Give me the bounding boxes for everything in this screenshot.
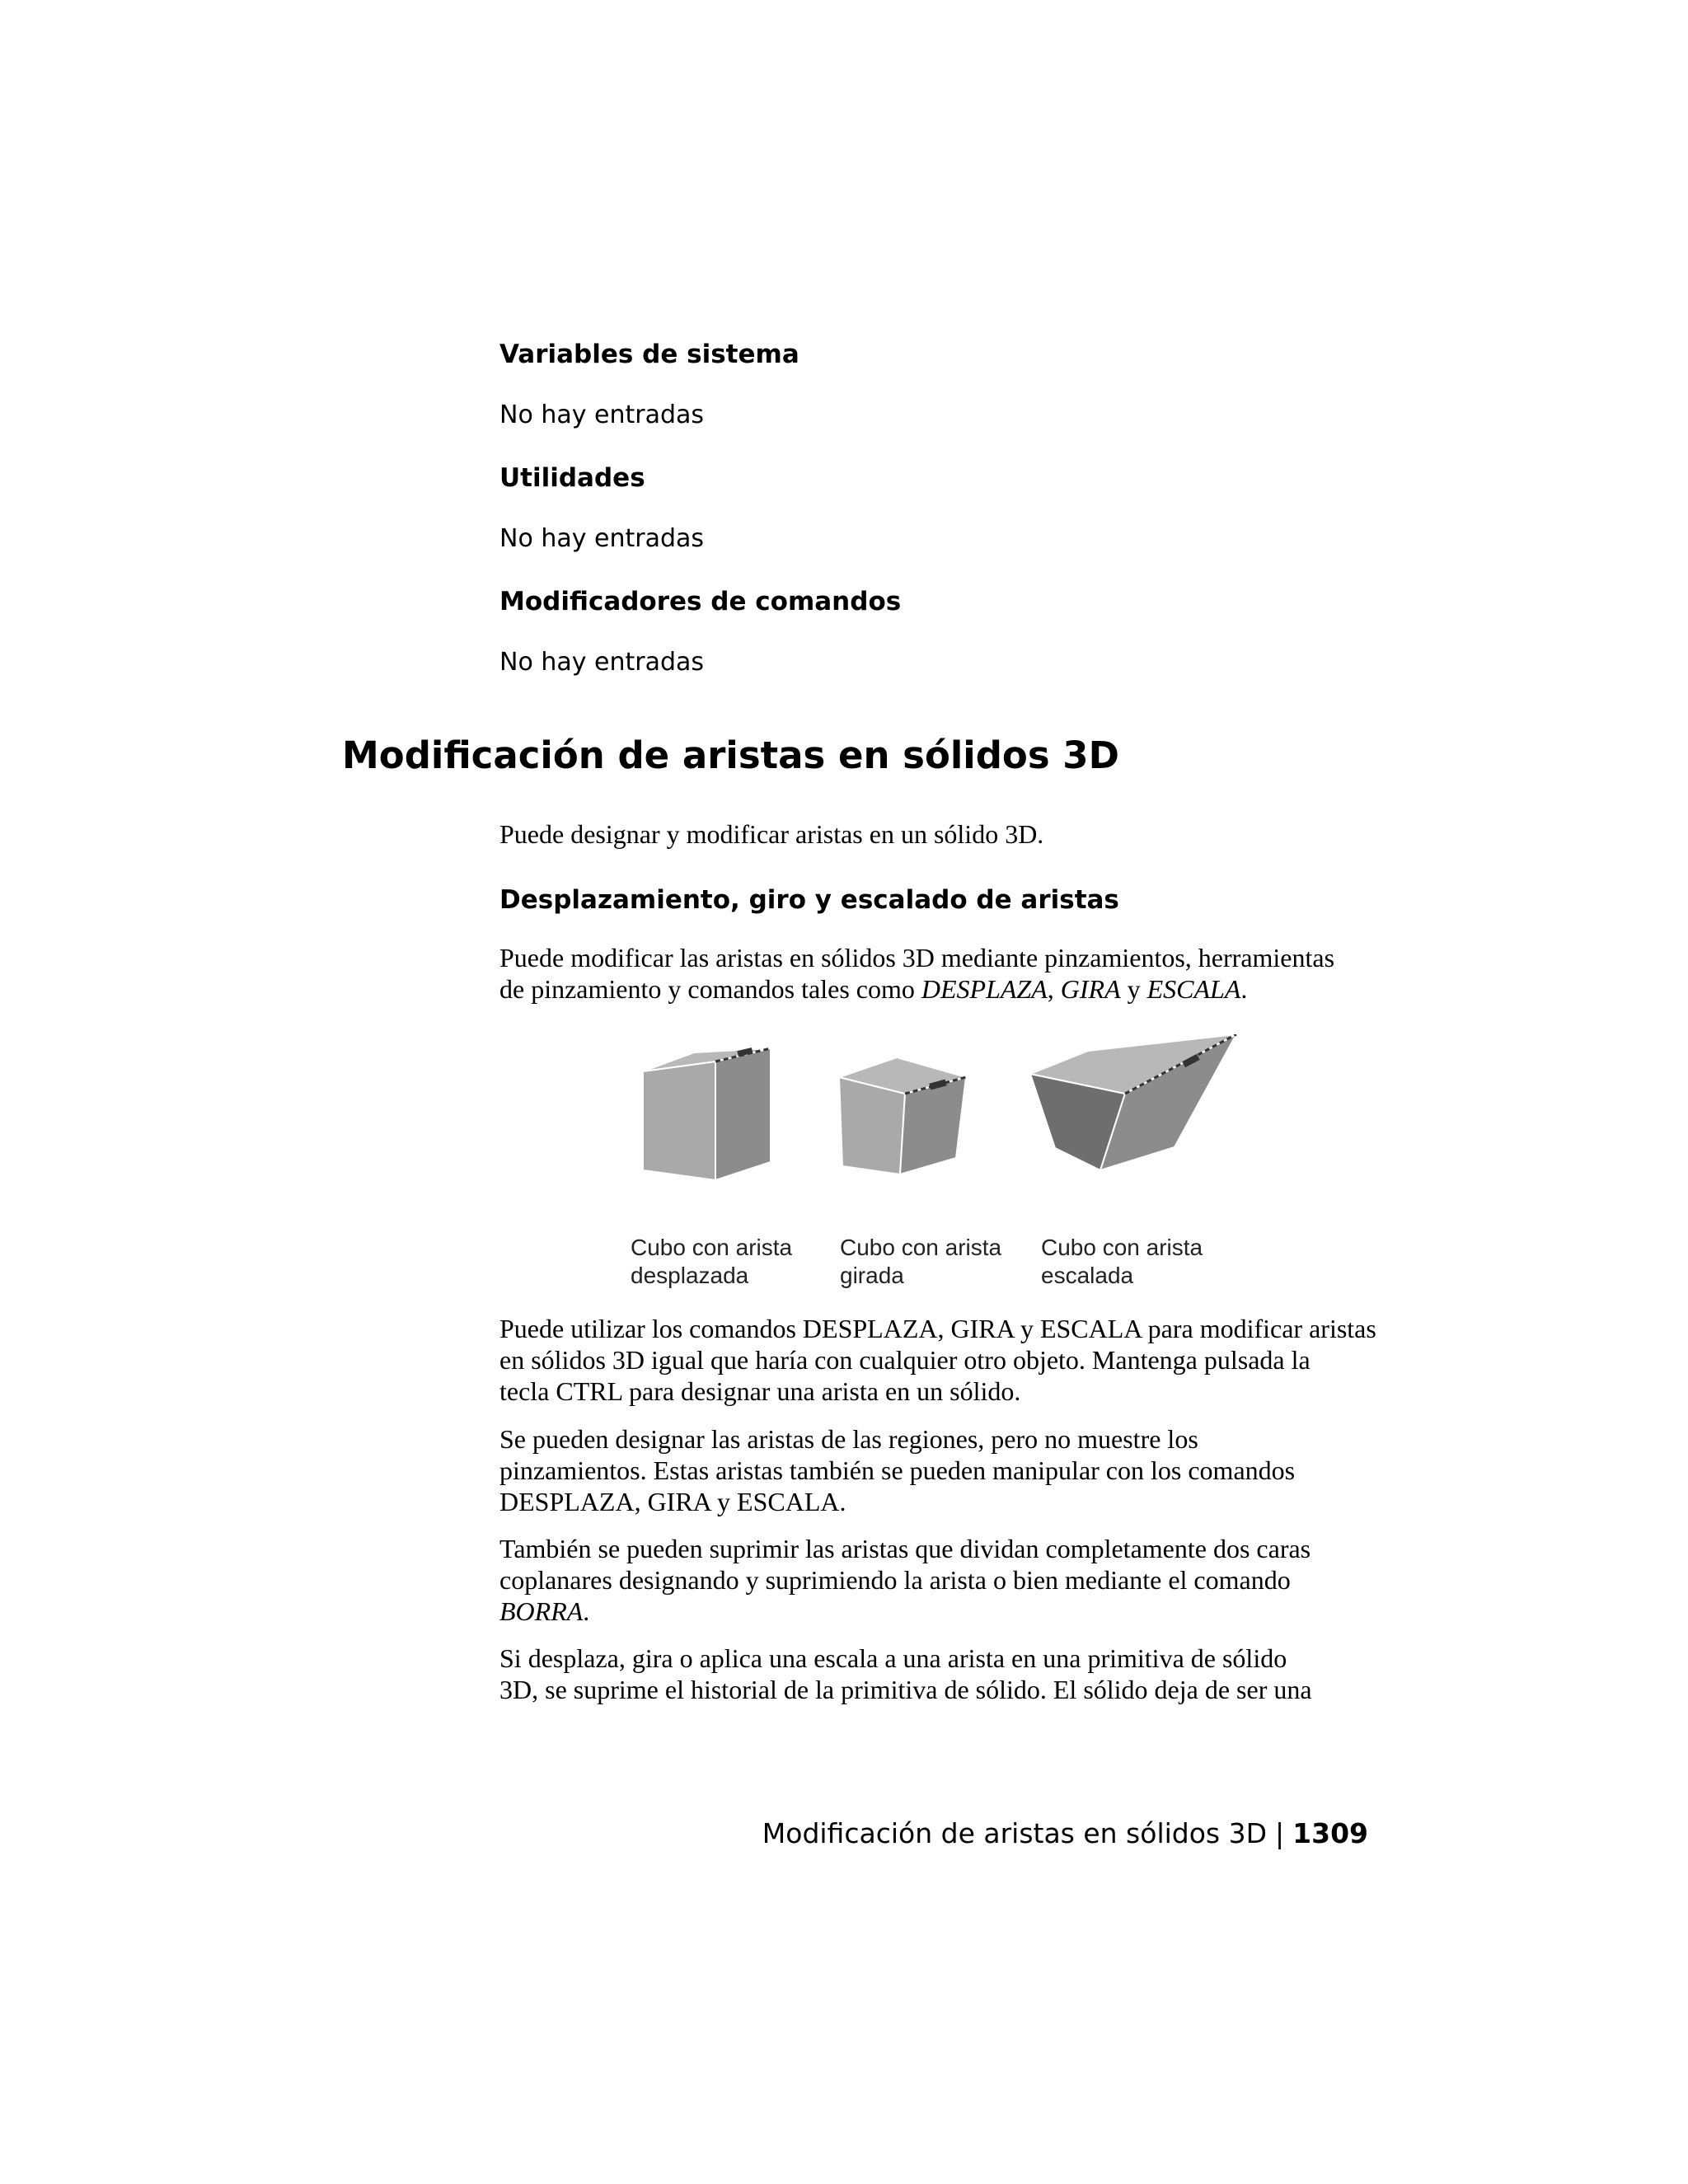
- paragraph-line: tecla CTRL para designar una arista en un sólido.: [499, 1376, 1021, 1406]
- modificadores-heading: Modificadores de comandos: [499, 587, 902, 616]
- paragraph-commands: [499, 1313, 1423, 1407]
- paragraph-line: [499, 973, 1423, 1005]
- intro-paragraph: [499, 818, 1423, 850]
- text-run: de pinzamiento y comandos tales como: [499, 974, 921, 1004]
- cube-face: [715, 1048, 771, 1180]
- page-number: 1309: [1292, 1817, 1368, 1849]
- utilidades-value: No hay entradas: [499, 524, 705, 553]
- paragraph-line: También se pueden suprimir las aristas que dividan completamente dos caras: [499, 1534, 1311, 1563]
- caption-line: Cubo con arista: [1041, 1235, 1203, 1260]
- page-footer: [762, 1817, 1368, 1849]
- paragraph-regions: [499, 1423, 1423, 1517]
- text-run: .: [583, 1596, 590, 1626]
- cube-face: [643, 1062, 715, 1180]
- command-desplaza: DESPLAZA: [921, 974, 1048, 1004]
- paragraph-line: coplanares designando y suprimiendo la arista o bien mediante el comando: [499, 1565, 1291, 1595]
- paragraph-delete: [499, 1533, 1423, 1627]
- cube-moved-edge: [643, 1047, 771, 1180]
- subsection-heading: Desplazamiento, giro y escalado de aristas: [499, 885, 1119, 915]
- paragraph-line: Se pueden designar las aristas de las regiones, pero no muestre los: [499, 1424, 1198, 1454]
- paragraph-line: Puede utilizar los comandos DESPLAZA, GIRA y ESCALA para modificar aristas: [499, 1314, 1376, 1343]
- paragraph-line: DESPLAZA, GIRA y ESCALA.: [499, 1487, 846, 1516]
- section-heading: Modificación de aristas en sólidos 3D: [342, 733, 1119, 777]
- caption-line: Cubo con arista: [631, 1235, 793, 1260]
- cube-rotated-edge: [839, 1057, 966, 1174]
- paragraph-grips: [499, 942, 1423, 1005]
- modificadores-value: No hay entradas: [499, 648, 705, 677]
- caption-rotated: [840, 1234, 1001, 1290]
- text-run: y: [1120, 974, 1147, 1004]
- paragraph-history: [499, 1643, 1423, 1705]
- caption-moved: [631, 1234, 792, 1290]
- variables-value: No hay entradas: [499, 401, 705, 429]
- footer-separator: |: [1275, 1817, 1285, 1849]
- footer-title: Modificación de aristas en sólidos 3D: [762, 1817, 1268, 1849]
- paragraph-line: Si desplaza, gira o aplica una escala a una arista en una primitiva de sólido: [499, 1643, 1287, 1673]
- intro-text: Puede designar y modificar aristas en un sólido 3D.: [499, 819, 1044, 849]
- paragraph-line: Puede modificar las aristas en sólidos 3D mediante pinzamientos, herramientas: [499, 943, 1335, 972]
- caption-scaled: [1041, 1234, 1203, 1290]
- paragraph-line: 3D, se suprime el historial de la primitiva de sólido. El sólido deja de ser una: [499, 1675, 1312, 1704]
- text-run: ,: [1047, 974, 1061, 1004]
- utilidades-heading: Utilidades: [499, 463, 645, 493]
- command-escala: ESCALA: [1146, 974, 1241, 1004]
- caption-line: girada: [840, 1263, 904, 1288]
- paragraph-line: pinzamientos. Estas aristas también se pueden manipular con los comandos: [499, 1455, 1296, 1485]
- caption-line: desplazada: [631, 1263, 749, 1288]
- cube-scaled-edge: [1030, 1034, 1236, 1170]
- command-borra: BORRA: [499, 1596, 584, 1626]
- caption-line: escalada: [1041, 1263, 1134, 1288]
- paragraph-line: en sólidos 3D igual que haría con cualquier otro objeto. Mantenga pulsada la: [499, 1345, 1311, 1375]
- command-gira: GIRA: [1060, 974, 1121, 1004]
- variables-heading: Variables de sistema: [499, 340, 799, 369]
- caption-line: Cubo con arista: [840, 1235, 1002, 1260]
- paragraph-line: [499, 1596, 1423, 1627]
- text-run: .: [1240, 974, 1248, 1004]
